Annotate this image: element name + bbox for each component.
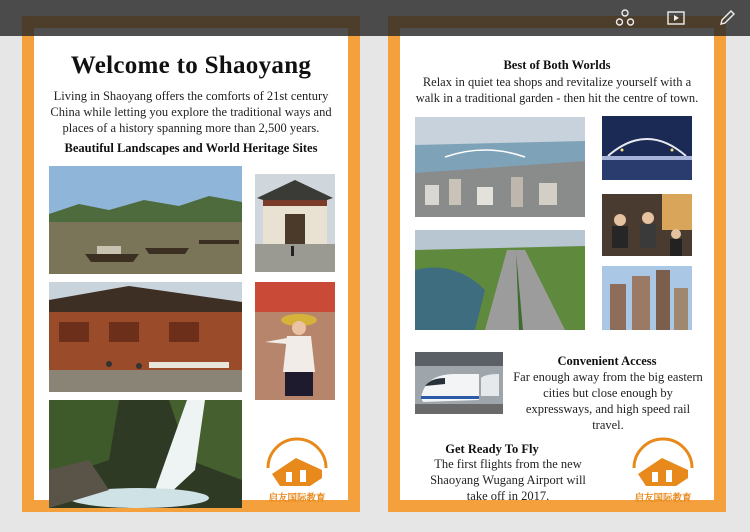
photo-high-rise <box>602 266 692 330</box>
logo-text-right: 启友国际教育 <box>634 493 692 504</box>
photo-river-boats <box>49 166 242 274</box>
right-brochure-page <box>388 16 726 512</box>
right-page-content <box>400 28 714 504</box>
photo-expressway <box>415 230 585 330</box>
photo-waterfall <box>49 400 242 508</box>
photo-high-speed-train <box>415 352 503 414</box>
photo-girl-costume <box>255 282 335 400</box>
section2-text: Far enough away from the big eastern cities but close enough by expressways, and high speed rail travel. <box>513 370 703 432</box>
photo-bridge-night <box>602 116 692 180</box>
page-title: Welcome to Shaoyang <box>70 52 312 79</box>
qiyou-logo <box>260 430 334 504</box>
section2-title: Convenient Access <box>557 354 657 368</box>
left-brochure-page <box>22 16 360 512</box>
photo-city-aerial <box>415 117 585 217</box>
section3-text: The first flights from the new Shaoyang Wugang Airport will take off in 2017. <box>430 457 586 503</box>
viewer-toolbar <box>0 0 750 36</box>
photo-wooden-building <box>49 282 242 392</box>
landscapes-subhead: Beautiful Landscapes and World Heritage Sites <box>64 141 318 155</box>
section3-title: Get Ready To Fly <box>445 442 539 456</box>
share-icon[interactable] <box>614 7 636 29</box>
section1-text: Relax in quiet tea shops and revitalize yourself with a walk in a traditional garden - then hit the centre of town. <box>415 75 699 105</box>
qiyou-logo-right <box>626 430 700 504</box>
photo-tea-shop <box>602 194 692 256</box>
intro-text: Living in Shaoyang offers the comforts of 21st century China while letting you explore the traditional ways and places of a history spanning more than 2,500 years. <box>50 89 332 135</box>
left-page-content <box>34 28 348 504</box>
logo-text: 启友国际教育 <box>268 493 326 504</box>
pencil-icon[interactable] <box>716 7 738 29</box>
slideshow-icon[interactable] <box>665 7 687 29</box>
section1-title: Best of Both Worlds <box>503 58 611 72</box>
photo-traditional-gate <box>255 174 335 272</box>
